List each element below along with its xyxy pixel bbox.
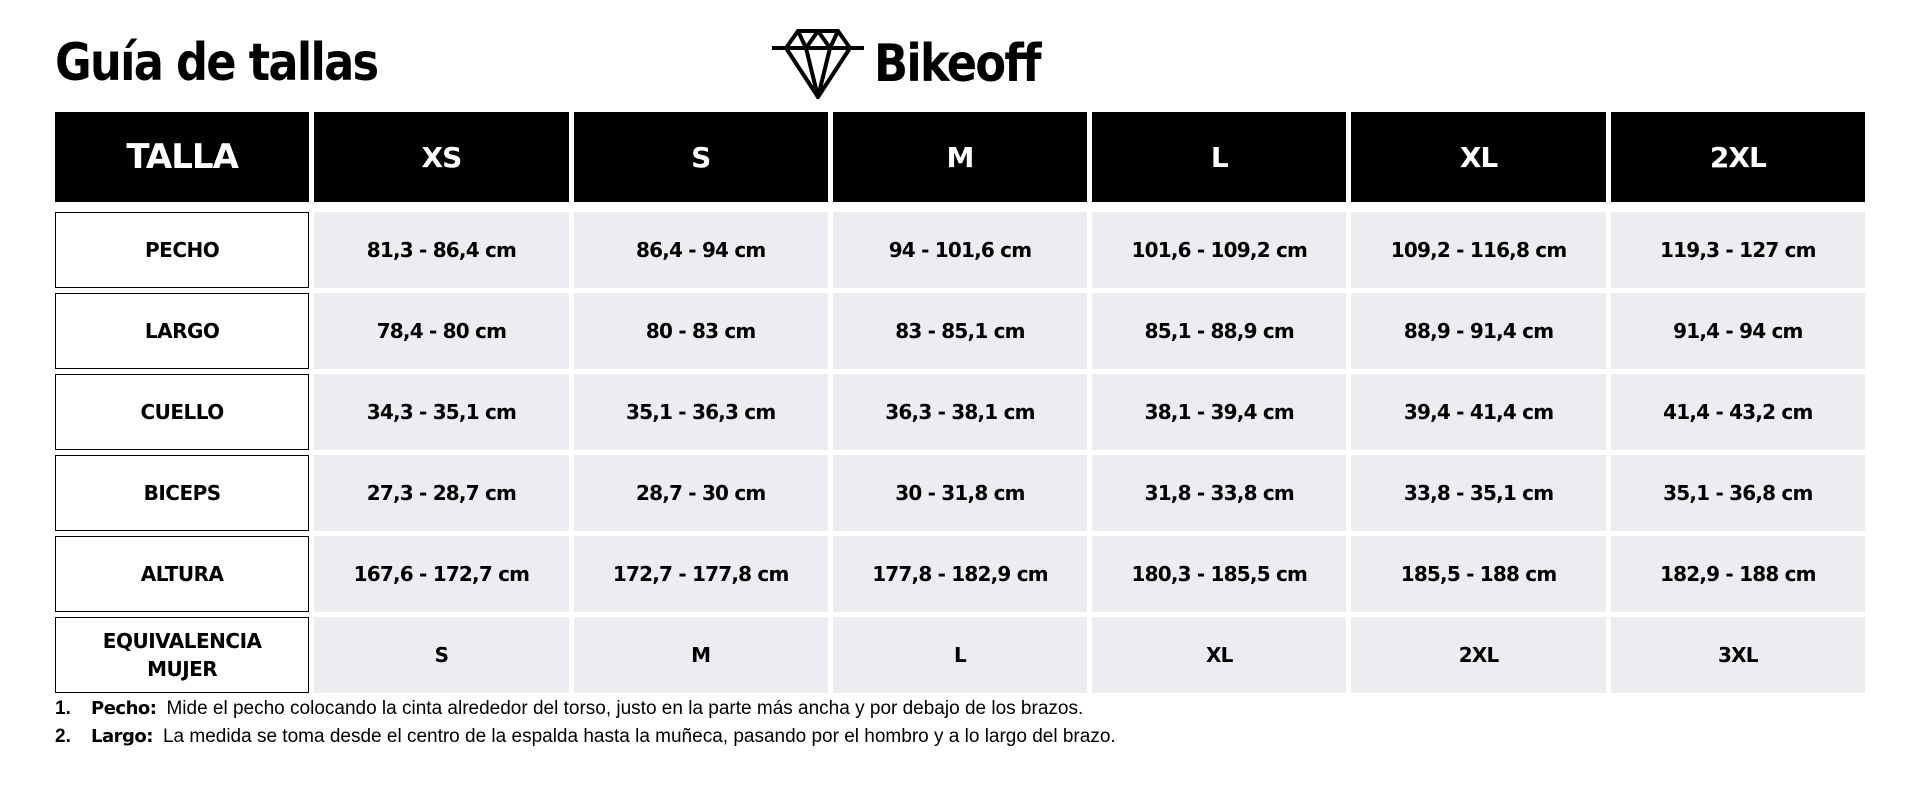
note-term: Largo: xyxy=(91,726,153,747)
table-cell: 31,8 - 33,8 cm xyxy=(1092,455,1346,531)
table-cell: 109,2 - 116,8 cm xyxy=(1351,212,1605,288)
table-cell: 81,3 - 86,4 cm xyxy=(314,212,568,288)
page-title: Guía de tallas xyxy=(55,33,378,93)
table-cell: 35,1 - 36,3 cm xyxy=(574,374,828,450)
table-cell: 28,7 - 30 cm xyxy=(574,455,828,531)
table-cell: M xyxy=(574,617,828,693)
table-cell: 185,5 - 188 cm xyxy=(1351,536,1605,612)
table-cell: 33,8 - 35,1 cm xyxy=(1351,455,1605,531)
diamond-icon xyxy=(772,27,864,101)
header-cell-size: M xyxy=(833,112,1087,202)
table-cell: 85,1 - 88,9 cm xyxy=(1092,293,1346,369)
table-cell: 39,4 - 41,4 cm xyxy=(1351,374,1605,450)
table-cell: 94 - 101,6 cm xyxy=(833,212,1087,288)
table-cell: 83 - 85,1 cm xyxy=(833,293,1087,369)
note-text: La medida se toma desde el centro de la espalda hasta la muñeca, pasando por el hombro y a lo largo del brazo. xyxy=(162,726,1116,747)
brand-name: Bikeoff xyxy=(874,34,1040,94)
table-cell: 182,9 - 188 cm xyxy=(1611,536,1865,612)
table-cell: XL xyxy=(1092,617,1346,693)
table-cell: 3XL xyxy=(1611,617,1865,693)
table-cell: 2XL xyxy=(1351,617,1605,693)
note-term: Pecho: xyxy=(91,698,157,719)
header-cell-size: L xyxy=(1092,112,1346,202)
table-cell: 119,3 - 127 cm xyxy=(1611,212,1865,288)
table-cell: 180,3 - 185,5 cm xyxy=(1092,536,1346,612)
table-cell: S xyxy=(314,617,568,693)
table-cell: 88,9 - 91,4 cm xyxy=(1351,293,1605,369)
table-cell: 41,4 - 43,2 cm xyxy=(1611,374,1865,450)
header-cell-size: S xyxy=(574,112,828,202)
table-cell: 91,4 - 94 cm xyxy=(1611,293,1865,369)
header-cell-size: 2XL xyxy=(1611,112,1865,202)
row-label: LARGO xyxy=(55,293,309,369)
note-item xyxy=(55,723,1116,751)
note-item xyxy=(55,695,1116,723)
table-cell: 78,4 - 80 cm xyxy=(314,293,568,369)
size-guide-table xyxy=(55,112,1865,693)
table-cell: 27,3 - 28,7 cm xyxy=(314,455,568,531)
note-text: Mide el pecho colocando la cinta alrededor del torso, justo en la parte más ancha y por debajo de los brazos. xyxy=(166,698,1084,719)
table-cell: 35,1 - 36,8 cm xyxy=(1611,455,1865,531)
table-cell: 101,6 - 109,2 cm xyxy=(1092,212,1346,288)
brand-logo xyxy=(772,24,1067,104)
measurement-notes xyxy=(55,695,1116,751)
header-cell-talla: TALLA xyxy=(55,112,309,202)
table-cell: 177,8 - 182,9 cm xyxy=(833,536,1087,612)
table-cell: 34,3 - 35,1 cm xyxy=(314,374,568,450)
row-label: PECHO xyxy=(55,212,309,288)
row-label: ALTURA xyxy=(55,536,309,612)
table-cell: 38,1 - 39,4 cm xyxy=(1092,374,1346,450)
table-cell: 167,6 - 172,7 cm xyxy=(314,536,568,612)
table-cell: 30 - 31,8 cm xyxy=(833,455,1087,531)
note-number: 2. xyxy=(55,726,71,747)
table-cell: 36,3 - 38,1 cm xyxy=(833,374,1087,450)
row-label: EQUIVALENCIA MUJER xyxy=(55,617,309,693)
row-label: BICEPS xyxy=(55,455,309,531)
row-label: CUELLO xyxy=(55,374,309,450)
table-cell: 86,4 - 94 cm xyxy=(574,212,828,288)
note-number: 1. xyxy=(55,698,71,719)
table-cell: 172,7 - 177,8 cm xyxy=(574,536,828,612)
table-cell: L xyxy=(833,617,1087,693)
header-cell-size: XL xyxy=(1351,112,1605,202)
header-cell-size: XS xyxy=(314,112,568,202)
table-cell: 80 - 83 cm xyxy=(574,293,828,369)
